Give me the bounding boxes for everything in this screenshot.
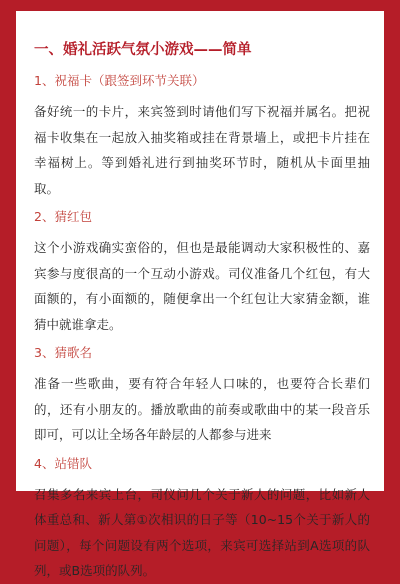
page-title: 一、婚礼活跃气氛小游戏——简单 (34, 42, 252, 58)
section-heading-wrong-team: 4、站错队 (34, 455, 92, 471)
section-heading-guess-red-envelope: 2、猜红包 (34, 209, 92, 224)
section-guess-song (34, 345, 370, 448)
section-body-guess-red-envelope: 这个小游戏确实蛮俗的，但也是最能调动大家积极性的、嘉宾参与度很高的一个互动小游戏。司仪准备几个红包，有大面额的，有小面额的，随便拿出一个红包让大家猜金额，谁猜中就谁拿走。 (34, 240, 370, 332)
section-blessing-card (34, 73, 370, 201)
section-body-guess-song: 准备一些歌曲，要有符合年轻人口味的，也要符合长辈们的，还有小朋友的。播放歌曲的前奏或歌曲中的某一段音乐即可，可以让全场各年龄层的人都参与进来 (34, 376, 370, 442)
section-wrong-team (34, 456, 370, 584)
section-heading-blessing-card: 1、祝福卡（跟签到环节关联） (34, 73, 205, 88)
section-guess-red-envelope (34, 209, 370, 337)
section-body-wrong-team: 召集多名来宾上台，司仪问几个关于新人的问题，比如新人体重总和、新人第①次相识的日子等（10~15个关于新人的问题），每个问题设有两个选项，来宾可选择站到A选项的队列，或B选项的队列。 (34, 486, 370, 578)
article-card (16, 11, 384, 578)
section-heading-guess-song: 3、猜歌名 (34, 345, 92, 360)
section-body-blessing-card: 备好统一的卡片，来宾签到时请他们写下祝福并属名。把祝福卡收集在一起放入抽奖箱或挂在背景墙上，或把卡片挂在幸福树上。等到婚礼进行到抽奖环节时，随机从卡面里抽取。 (34, 104, 370, 196)
